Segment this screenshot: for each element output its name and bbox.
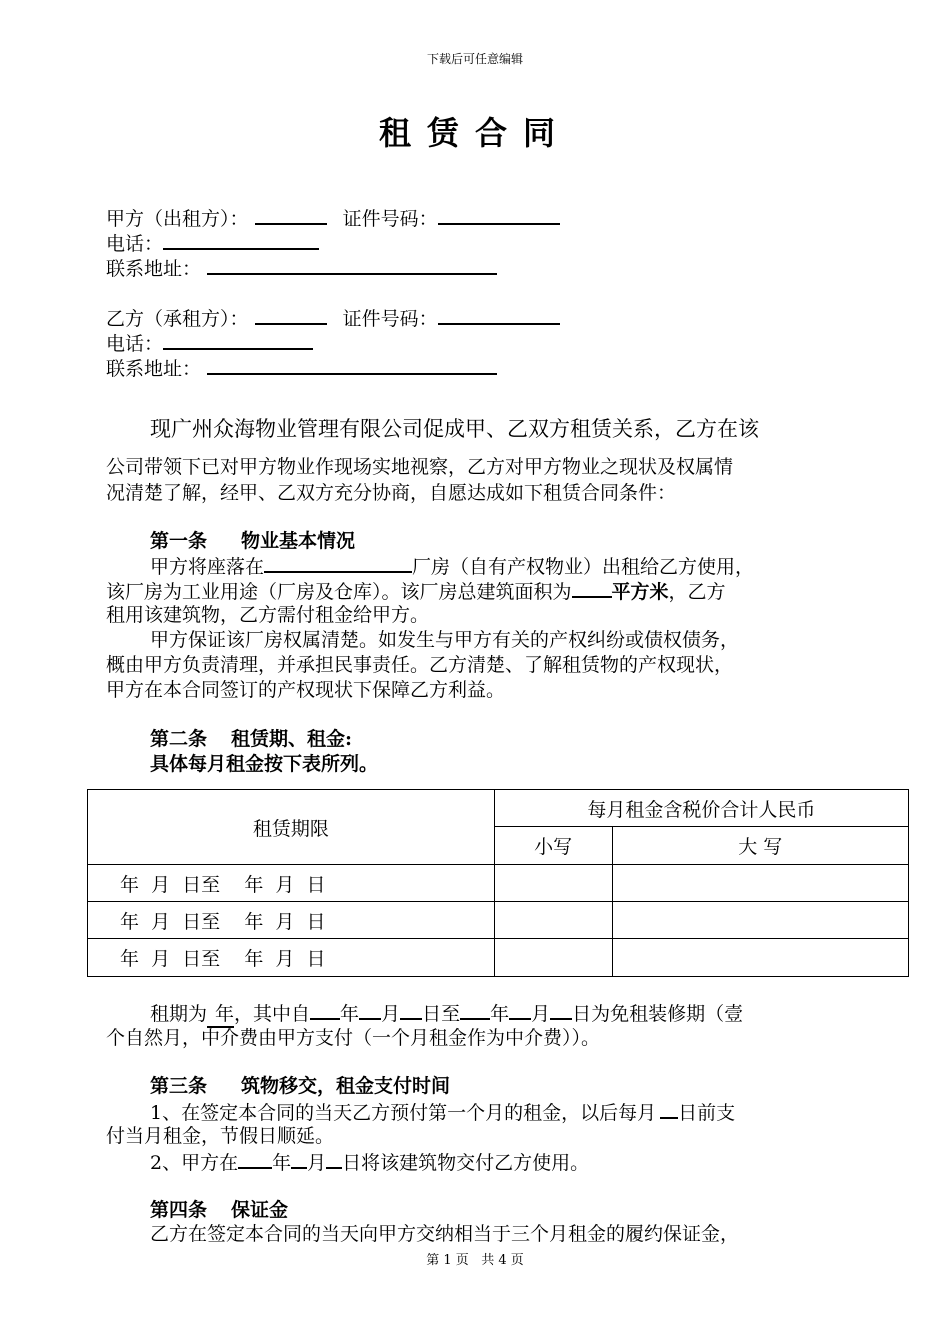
small-amount-cell[interactable]	[494, 939, 612, 977]
lease-term-text: 租期为	[150, 1003, 208, 1025]
article-1-p1-line1	[150, 553, 754, 579]
article-1-title: 物业基本情况	[241, 530, 356, 552]
party-a-name-blank[interactable]	[255, 205, 327, 225]
table-row	[88, 939, 909, 977]
party-b-phone-label: 电话：	[106, 333, 164, 355]
lease-term-line1	[150, 1000, 743, 1028]
handover-day-blank[interactable]	[326, 1149, 342, 1169]
page-title: 租赁合同	[378, 114, 571, 152]
small-amount-cell[interactable]	[494, 902, 612, 939]
article-1-text: 甲方将座落在	[150, 556, 265, 578]
lease-term-text: 年	[340, 1003, 360, 1025]
location-blank[interactable]	[264, 553, 412, 573]
article-1-p2-line2: 概由甲方负责清理，并承担民事责任。乙方清楚、了解租赁物的产权现状，	[106, 654, 734, 676]
party-a-id-label: 证件号码：	[342, 208, 438, 230]
party-a-id-blank[interactable]	[438, 205, 560, 225]
article-3-text: 年	[272, 1152, 292, 1174]
col-rent-header: 每月租金含税价合计人民币	[494, 790, 908, 827]
article-4-num: 第四条	[150, 1199, 208, 1221]
term-year-blank[interactable]	[207, 1002, 234, 1028]
intro-line-2: 公司带领下已对甲方物业作现场实地视察，乙方对甲方物业之现状及权属情	[106, 456, 734, 478]
article-3-text: 2、甲方在	[150, 1152, 239, 1174]
party-a-phone-blank[interactable]	[163, 230, 319, 250]
article-3-text: 日将该建筑物交付乙方使用。	[342, 1152, 590, 1174]
article-4-p1: 乙方在签定本合同的当天向甲方交纳相当于三个月租金的履约保证金，	[150, 1223, 740, 1245]
article-3-p1-line1	[150, 1099, 735, 1125]
party-b-name-blank[interactable]	[255, 305, 327, 325]
period-cell[interactable]: 年 月 日至 年 月 日	[88, 939, 495, 977]
article-2-heading	[150, 727, 352, 751]
intro-line-3: 况清楚了解，经甲、乙双方充分协商，自愿达成如下租赁合同条件：	[106, 482, 677, 504]
handover-month-blank[interactable]	[291, 1149, 307, 1169]
col-large-header: 大 写	[612, 827, 909, 865]
article-3-p1-line2: 付当月租金，节假日顺延。	[106, 1125, 335, 1147]
article-3-p2	[150, 1149, 589, 1175]
party-b-id-blank[interactable]	[438, 305, 560, 325]
article-2-num: 第二条	[150, 728, 208, 750]
page-number: 第 1 页 共 4 页	[426, 1253, 524, 1268]
article-1-p1-line3: 租用该建筑物，乙方需付租金给甲方。	[106, 604, 430, 626]
article-1-num: 第一条	[150, 530, 208, 552]
intro-line-1: 现广州众海物业管理有限公司促成甲、乙双方租赁关系，乙方在该	[150, 417, 759, 441]
area-unit: 平方米	[611, 581, 669, 603]
article-3-text: 日前支	[678, 1102, 736, 1124]
table-row	[88, 865, 909, 902]
free-end-day-blank[interactable]	[550, 1000, 572, 1020]
party-b-name-row	[106, 305, 560, 331]
party-a-address-row	[106, 255, 497, 281]
large-amount-cell[interactable]	[612, 865, 909, 902]
free-start-year-blank[interactable]	[310, 1000, 340, 1020]
col-small-header: 小写	[494, 827, 612, 865]
large-amount-cell[interactable]	[612, 902, 909, 939]
payment-day-blank[interactable]	[660, 1099, 678, 1119]
period-cell[interactable]: 年 月 日至 年 月 日	[88, 902, 495, 939]
article-1-text: ，乙方	[668, 581, 726, 603]
header-note: 下载后可任意编辑	[426, 52, 523, 66]
article-2-subheading: 具体每月租金按下表所列。	[150, 753, 379, 775]
article-1-p2-line1: 甲方保证该厂房权属清楚。如发生与甲方有关的产权纠纷或债权债务，	[150, 629, 740, 651]
lease-term-text: 年	[490, 1003, 510, 1025]
article-1-p1-line2	[106, 578, 726, 604]
lease-term-text: 日至	[422, 1003, 461, 1025]
lease-term-text: 月	[531, 1003, 551, 1025]
table-row	[88, 902, 909, 939]
free-end-year-blank[interactable]	[460, 1000, 490, 1020]
lease-term-text: 日为免租装修期（壹	[572, 1003, 744, 1025]
article-4-heading	[150, 1198, 288, 1222]
party-a-name-label: 甲方（出租方）：	[106, 208, 249, 230]
free-start-day-blank[interactable]	[400, 1000, 422, 1020]
article-3-title: 筑物移交，租金支付时间	[241, 1075, 451, 1097]
small-amount-cell[interactable]	[494, 865, 612, 902]
article-3-text: 月	[307, 1152, 327, 1174]
lease-term-text: 月	[381, 1003, 401, 1025]
party-a-address-label: 联系地址：	[106, 258, 202, 280]
article-1-heading	[150, 529, 355, 553]
party-a-phone-label: 电话：	[106, 233, 164, 255]
party-b-phone-blank[interactable]	[163, 330, 313, 350]
party-b-phone-row	[106, 330, 313, 356]
article-3-text: 1、在签定本合同的当天乙方预付第一个月的租金，以后每月	[150, 1102, 657, 1124]
article-1-p2-line3: 甲方在本合同签订的产权现状下保障乙方利益。	[106, 679, 506, 701]
party-b-address-blank[interactable]	[207, 355, 497, 375]
party-b-address-row	[106, 355, 497, 381]
article-4-title: 保证金	[231, 1199, 289, 1221]
article-1-text: 该厂房为工业用途（厂房及仓库）。该厂房总建筑面积为	[106, 581, 572, 603]
period-cell[interactable]: 年 月 日至 年 月 日	[88, 865, 495, 902]
large-amount-cell[interactable]	[612, 939, 909, 977]
rent-table	[87, 789, 909, 977]
article-2-title: 租赁期、租金:	[231, 728, 353, 750]
party-a-name-row	[106, 205, 560, 231]
lease-term-line2: 个自然月，中介费由甲方支付（一个月租金作为中介费））。	[106, 1027, 601, 1049]
article-1-text: 厂房（自有产权物业）出租给乙方使用，	[412, 556, 755, 578]
col-period-header: 租赁期限	[88, 790, 495, 865]
term-year-unit: 年	[215, 1003, 235, 1025]
area-blank[interactable]	[572, 578, 612, 598]
free-end-month-blank[interactable]	[509, 1000, 531, 1020]
free-start-month-blank[interactable]	[359, 1000, 381, 1020]
party-b-id-label: 证件号码：	[342, 308, 438, 330]
party-a-phone-row	[106, 230, 319, 256]
party-b-name-label: 乙方（承租方）：	[106, 308, 249, 330]
article-3-heading	[150, 1074, 450, 1098]
party-a-address-blank[interactable]	[207, 255, 497, 275]
handover-year-blank[interactable]	[238, 1149, 272, 1169]
party-b-address-label: 联系地址：	[106, 358, 202, 380]
lease-term-text: ，其中自	[234, 1003, 311, 1025]
article-3-num: 第三条	[150, 1075, 208, 1097]
